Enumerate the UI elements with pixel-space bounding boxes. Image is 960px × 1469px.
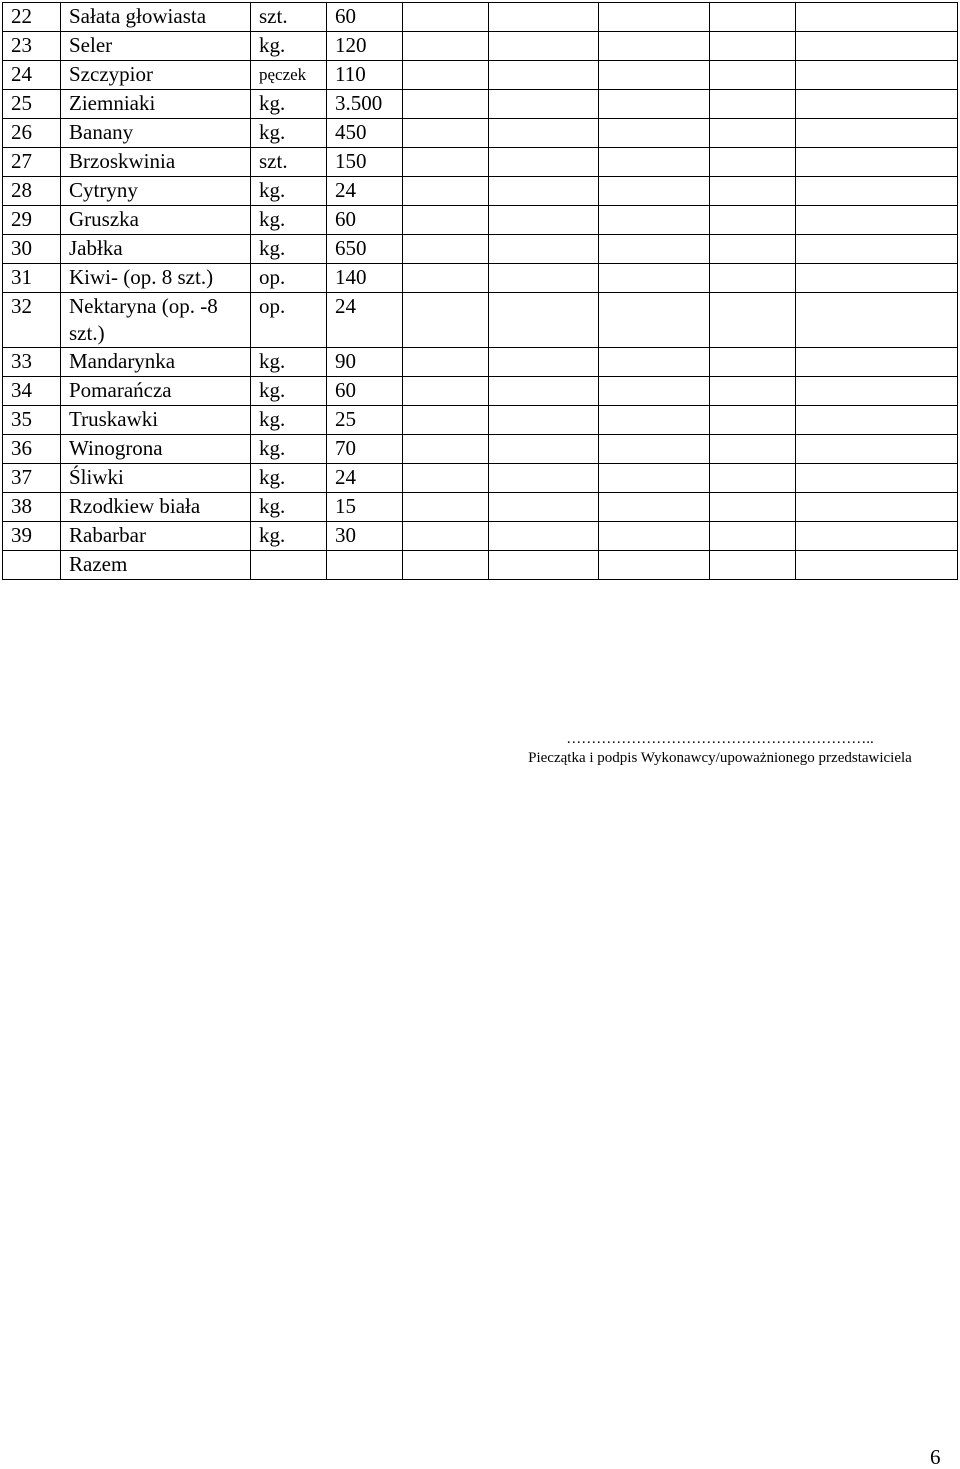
- item-unit: pęczek: [251, 61, 327, 90]
- table-row: [3, 148, 958, 177]
- item-quantity: 3.500: [327, 90, 403, 119]
- empty-cell: [710, 90, 796, 119]
- row-number: 29: [3, 206, 61, 235]
- item-name: Winogrona: [61, 435, 251, 464]
- empty-cell: [796, 348, 958, 377]
- empty-cell: [796, 32, 958, 61]
- empty-cell: [403, 435, 489, 464]
- table-row: [3, 264, 958, 293]
- item-name: Rzodkiew biała: [61, 493, 251, 522]
- item-unit: op.: [251, 264, 327, 293]
- table-row: [3, 32, 958, 61]
- empty-cell: [599, 493, 710, 522]
- item-name: Śliwki: [61, 464, 251, 493]
- item-quantity: 15: [327, 493, 403, 522]
- row-number: 34: [3, 377, 61, 406]
- empty-cell: [599, 522, 710, 551]
- empty-cell: [599, 3, 710, 32]
- table-row: [3, 406, 958, 435]
- empty-cell: [796, 406, 958, 435]
- empty-cell: [489, 206, 599, 235]
- empty-cell: [251, 551, 327, 580]
- item-quantity: 24: [327, 293, 403, 348]
- empty-cell: [489, 551, 599, 580]
- items-table-body: [3, 3, 958, 580]
- item-name: Nektaryna (op. -8 szt.): [61, 293, 251, 348]
- empty-cell: [710, 348, 796, 377]
- empty-cell: [710, 61, 796, 90]
- item-name: Seler: [61, 32, 251, 61]
- empty-cell: [599, 61, 710, 90]
- empty-cell: [796, 522, 958, 551]
- empty-cell: [710, 551, 796, 580]
- empty-cell: [403, 493, 489, 522]
- empty-cell: [710, 264, 796, 293]
- row-number: 33: [3, 348, 61, 377]
- signature-block: [505, 730, 935, 768]
- empty-cell: [796, 264, 958, 293]
- item-quantity: 70: [327, 435, 403, 464]
- item-unit: kg.: [251, 522, 327, 551]
- empty-cell: [599, 435, 710, 464]
- row-number: 22: [3, 3, 61, 32]
- empty-cell: [796, 293, 958, 348]
- table-row: [3, 3, 958, 32]
- item-quantity: 110: [327, 61, 403, 90]
- page-number: 6: [930, 1445, 941, 1469]
- item-quantity: 60: [327, 206, 403, 235]
- empty-cell: [403, 551, 489, 580]
- empty-cell: [599, 264, 710, 293]
- empty-cell: [489, 377, 599, 406]
- row-number: 27: [3, 148, 61, 177]
- item-unit: szt.: [251, 148, 327, 177]
- empty-cell: [796, 435, 958, 464]
- empty-cell: [3, 551, 61, 580]
- empty-cell: [403, 119, 489, 148]
- item-quantity: 90: [327, 348, 403, 377]
- row-number: 23: [3, 32, 61, 61]
- item-quantity: 60: [327, 3, 403, 32]
- total-row: [3, 551, 958, 580]
- row-number: 28: [3, 177, 61, 206]
- empty-cell: [489, 293, 599, 348]
- empty-cell: [403, 293, 489, 348]
- item-unit: kg.: [251, 464, 327, 493]
- empty-cell: [489, 177, 599, 206]
- empty-cell: [796, 148, 958, 177]
- item-unit: szt.: [251, 3, 327, 32]
- empty-cell: [489, 119, 599, 148]
- table-row: [3, 119, 958, 148]
- empty-cell: [489, 348, 599, 377]
- row-number: 26: [3, 119, 61, 148]
- empty-cell: [403, 90, 489, 119]
- item-name: Truskawki: [61, 406, 251, 435]
- empty-cell: [710, 464, 796, 493]
- item-unit: kg.: [251, 377, 327, 406]
- empty-cell: [710, 32, 796, 61]
- item-name: Ziemniaki: [61, 90, 251, 119]
- empty-cell: [710, 435, 796, 464]
- table-row: [3, 293, 958, 348]
- empty-cell: [489, 32, 599, 61]
- empty-cell: [599, 32, 710, 61]
- empty-cell: [599, 235, 710, 264]
- item-quantity: 24: [327, 177, 403, 206]
- item-name: Jabłka: [61, 235, 251, 264]
- item-quantity: 120: [327, 32, 403, 61]
- empty-cell: [599, 293, 710, 348]
- total-label: Razem: [61, 551, 251, 580]
- empty-cell: [403, 61, 489, 90]
- item-name: Rabarbar: [61, 522, 251, 551]
- row-number: 36: [3, 435, 61, 464]
- row-number: 37: [3, 464, 61, 493]
- item-unit: kg.: [251, 119, 327, 148]
- empty-cell: [489, 435, 599, 464]
- item-name: Kiwi- (op. 8 szt.): [61, 264, 251, 293]
- empty-cell: [796, 493, 958, 522]
- empty-cell: [489, 148, 599, 177]
- empty-cell: [599, 148, 710, 177]
- item-name: Szczypior: [61, 61, 251, 90]
- empty-cell: [599, 90, 710, 119]
- row-number: 38: [3, 493, 61, 522]
- row-number: 32: [3, 293, 61, 348]
- item-quantity: 30: [327, 522, 403, 551]
- empty-cell: [489, 235, 599, 264]
- signature-caption: Pieczątka i podpis Wykonawcy/upoważnionego przedstawiciela: [528, 750, 912, 766]
- item-unit: kg.: [251, 206, 327, 235]
- empty-cell: [403, 377, 489, 406]
- empty-cell: [796, 551, 958, 580]
- item-unit: kg.: [251, 493, 327, 522]
- row-number: 39: [3, 522, 61, 551]
- empty-cell: [796, 464, 958, 493]
- item-unit: kg.: [251, 90, 327, 119]
- empty-cell: [489, 464, 599, 493]
- item-unit: kg.: [251, 177, 327, 206]
- item-quantity: 25: [327, 406, 403, 435]
- empty-cell: [796, 177, 958, 206]
- item-quantity: 650: [327, 235, 403, 264]
- item-name: Mandarynka: [61, 348, 251, 377]
- empty-cell: [599, 119, 710, 148]
- empty-cell: [710, 235, 796, 264]
- table-row: [3, 177, 958, 206]
- empty-cell: [710, 377, 796, 406]
- item-unit: kg.: [251, 32, 327, 61]
- table-row: [3, 348, 958, 377]
- empty-cell: [489, 61, 599, 90]
- table-row: [3, 435, 958, 464]
- item-unit: op.: [251, 293, 327, 348]
- empty-cell: [796, 235, 958, 264]
- item-quantity: 150: [327, 148, 403, 177]
- table-row: [3, 90, 958, 119]
- table-row: [3, 493, 958, 522]
- items-table: [2, 2, 958, 580]
- item-quantity: 450: [327, 119, 403, 148]
- empty-cell: [710, 493, 796, 522]
- empty-cell: [796, 119, 958, 148]
- empty-cell: [710, 3, 796, 32]
- item-unit: kg.: [251, 406, 327, 435]
- empty-cell: [796, 206, 958, 235]
- row-number: 24: [3, 61, 61, 90]
- empty-cell: [403, 148, 489, 177]
- empty-cell: [710, 522, 796, 551]
- empty-cell: [710, 148, 796, 177]
- table-row: [3, 235, 958, 264]
- empty-cell: [403, 264, 489, 293]
- empty-cell: [599, 177, 710, 206]
- empty-cell: [710, 293, 796, 348]
- empty-cell: [403, 522, 489, 551]
- empty-cell: [489, 522, 599, 551]
- empty-cell: [403, 406, 489, 435]
- empty-cell: [327, 551, 403, 580]
- table-row: [3, 464, 958, 493]
- empty-cell: [710, 406, 796, 435]
- empty-cell: [403, 3, 489, 32]
- empty-cell: [403, 464, 489, 493]
- item-name: Pomarańcza: [61, 377, 251, 406]
- empty-cell: [489, 493, 599, 522]
- empty-cell: [489, 406, 599, 435]
- empty-cell: [710, 206, 796, 235]
- item-quantity: 60: [327, 377, 403, 406]
- empty-cell: [599, 406, 710, 435]
- item-unit: kg.: [251, 348, 327, 377]
- empty-cell: [599, 348, 710, 377]
- empty-cell: [489, 90, 599, 119]
- item-quantity: 140: [327, 264, 403, 293]
- item-name: Banany: [61, 119, 251, 148]
- empty-cell: [599, 551, 710, 580]
- empty-cell: [710, 119, 796, 148]
- row-number: 35: [3, 406, 61, 435]
- row-number: 30: [3, 235, 61, 264]
- table-row: [3, 206, 958, 235]
- empty-cell: [489, 264, 599, 293]
- table-row: [3, 522, 958, 551]
- empty-cell: [599, 206, 710, 235]
- item-name: Gruszka: [61, 206, 251, 235]
- item-name: Sałata głowiasta: [61, 3, 251, 32]
- item-name: Cytryny: [61, 177, 251, 206]
- item-quantity: 24: [327, 464, 403, 493]
- empty-cell: [796, 90, 958, 119]
- row-number: 31: [3, 264, 61, 293]
- empty-cell: [403, 177, 489, 206]
- empty-cell: [403, 235, 489, 264]
- table-row: [3, 61, 958, 90]
- empty-cell: [599, 464, 710, 493]
- empty-cell: [489, 3, 599, 32]
- empty-cell: [403, 206, 489, 235]
- empty-cell: [796, 377, 958, 406]
- item-unit: kg.: [251, 435, 327, 464]
- row-number: 25: [3, 90, 61, 119]
- empty-cell: [403, 348, 489, 377]
- empty-cell: [796, 61, 958, 90]
- signature-line: ……………………………………………………..: [566, 731, 874, 747]
- item-unit: kg.: [251, 235, 327, 264]
- empty-cell: [599, 377, 710, 406]
- empty-cell: [710, 177, 796, 206]
- item-name: Brzoskwinia: [61, 148, 251, 177]
- table-row: [3, 377, 958, 406]
- empty-cell: [796, 3, 958, 32]
- empty-cell: [403, 32, 489, 61]
